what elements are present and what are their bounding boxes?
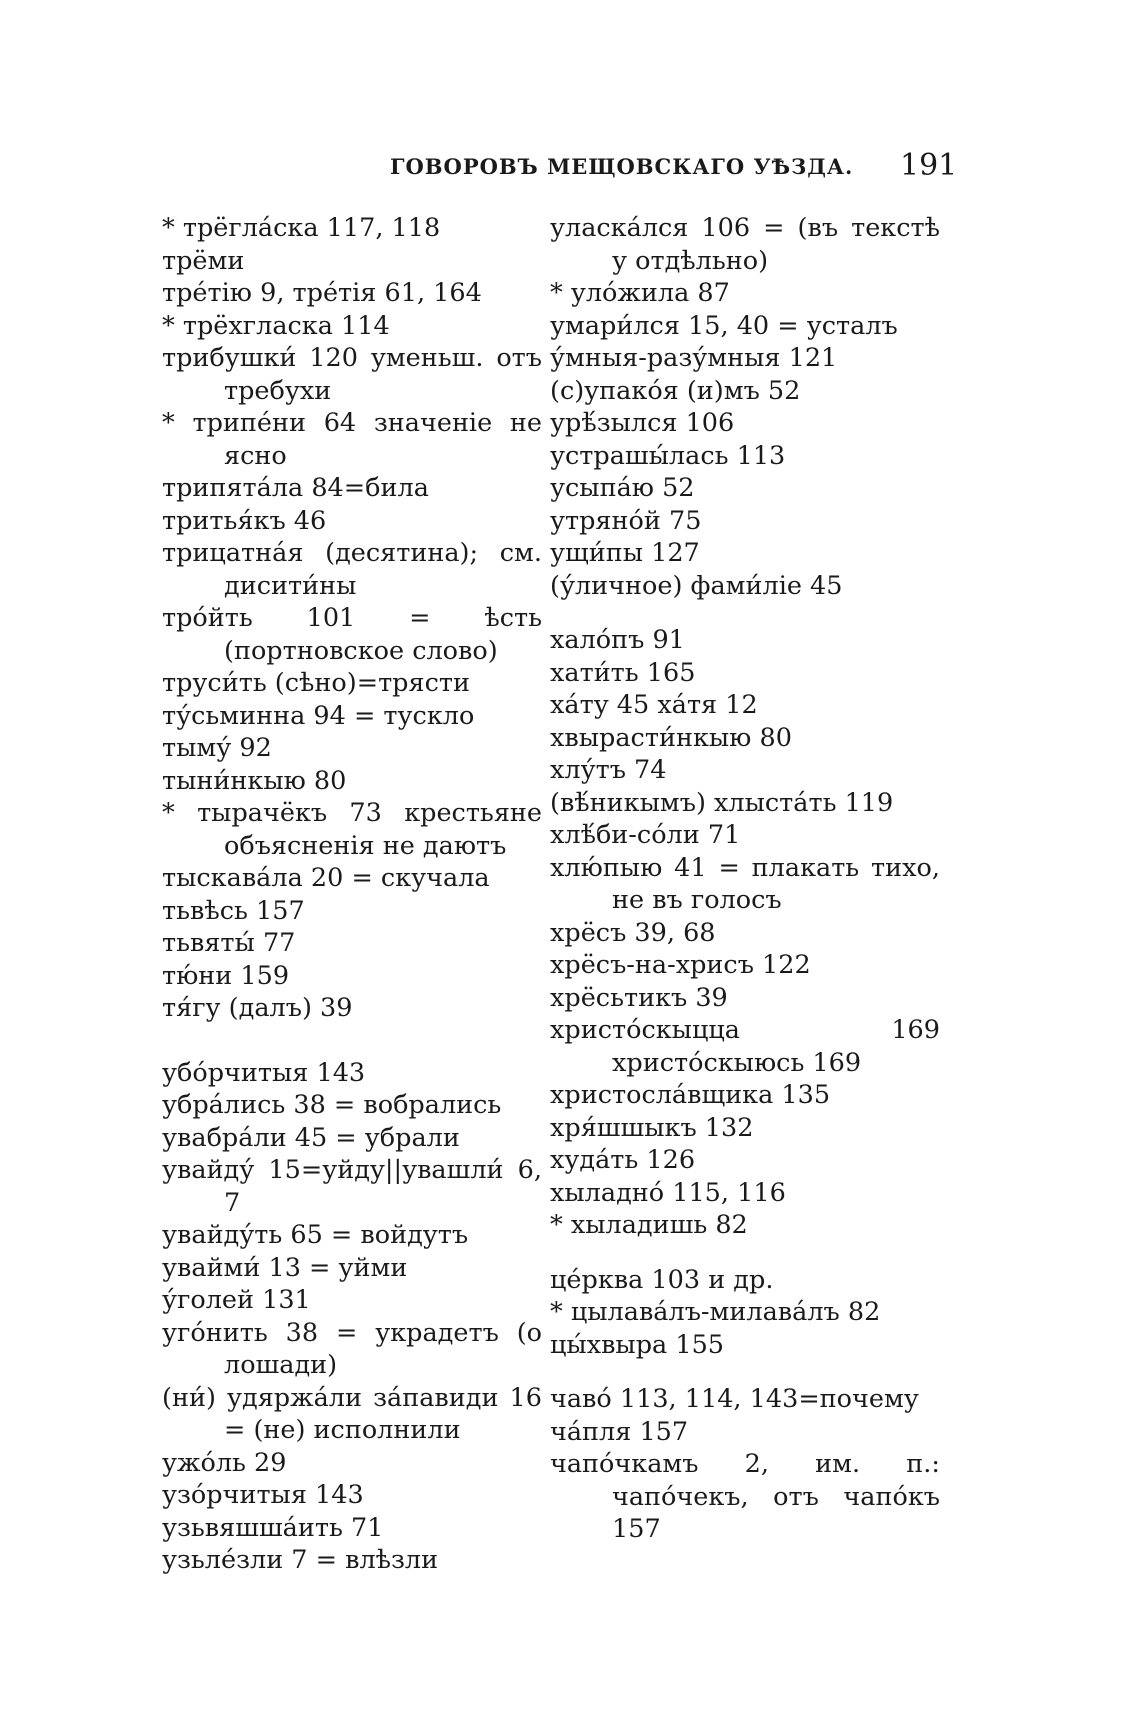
index-entry: у́мныя-разу́мныя 121: [550, 343, 838, 373]
index-entry: ужо́ль 29: [162, 1447, 287, 1478]
index-entry: тыскава́ла 20 = скучала: [162, 863, 490, 893]
index-entry: хрёсъ 39, 68: [550, 917, 716, 948]
index-entry: тя́гу (далъ) 39: [162, 993, 353, 1023]
index-entry: хало́пъ 91: [550, 625, 685, 655]
page-header: [0, 148, 1140, 188]
index-entry: тю́ни 159: [162, 960, 290, 991]
index-entry: христо́скыцца 169 христо́скыюсь 169: [550, 1015, 940, 1078]
index-entry: тьвяты́ 77: [162, 928, 296, 958]
index-entry: ча́пля 157: [550, 1416, 689, 1447]
section-gap: [162, 1025, 542, 1057]
page-number: 191: [900, 148, 958, 183]
index-entry: хлю́пыю 41 = плакать тихо, не въ голосъ: [550, 852, 940, 915]
index-entry: умари́лся 15, 40 = усталъ: [550, 310, 898, 341]
index-entry: трёми: [162, 245, 245, 276]
index-entry: ха́ту 45 ха́тя 12: [550, 690, 758, 720]
index-entry: узьвяшша́ить 71: [162, 1512, 384, 1543]
section-gap: [550, 1242, 940, 1264]
left-column: [162, 212, 542, 1577]
index-entry: тро́йть 101 = ѣсть (портновское слово): [162, 603, 542, 666]
index-entry: * тырачёкъ 73 крестьяне объясненiя не даютъ: [162, 798, 542, 861]
index-entry: * трёхгласка 114: [162, 310, 390, 341]
index-entry: (у́личное) фами́лiе 45: [550, 570, 843, 601]
right-column: [550, 212, 940, 1546]
index-entry: * трипéни 64 значенiе не ясно: [162, 408, 542, 471]
index-entry: узо́рчитыя 143: [162, 1480, 364, 1510]
index-entry: тыни́нкыю 80: [162, 765, 347, 796]
index-entry: у́голей 131: [162, 1285, 311, 1315]
index-entry: хрёсъ-на-хрисъ 122: [550, 950, 811, 980]
index-entry: увабра́ли 45 = убрали: [162, 1122, 460, 1153]
index-entry: тыму́ 92: [162, 733, 272, 763]
index-entry: хрёсьтикъ 39: [550, 982, 728, 1013]
index-entry: цéрква 103 и др.: [550, 1264, 774, 1295]
index-entry: христосла́вщика 135: [550, 1080, 831, 1110]
index-entry: труси́ть (сѣно)=трясти: [162, 668, 470, 698]
index-entry: уго́нить 38 = украдетъ (о лошади): [162, 1317, 542, 1380]
index-entry: хвырасти́нкыю 80: [550, 722, 792, 753]
index-entry: (вѣ́никымъ) хлыста́ть 119: [550, 787, 894, 818]
index-entry: худа́ть 126: [550, 1145, 696, 1175]
index-entry: (с)упако́я (и)мъ 52: [550, 375, 801, 406]
index-entry: тритья́къ 46: [162, 505, 327, 536]
index-entry: устрашы́лась 113: [550, 440, 786, 471]
section-gap: [550, 1361, 940, 1383]
index-entry: трибушки́ 120 уменьш. отъ требухи: [162, 343, 542, 406]
index-entry: утряно́й 75: [550, 505, 702, 536]
index-entry: * трёгла́ска 117, 118: [162, 213, 441, 243]
index-entry: увайми́ 13 = уйми: [162, 1252, 408, 1283]
index-entry: увайду́ть 65 = войдутъ: [162, 1220, 469, 1250]
index-entry: * хыладишь 82: [550, 1210, 748, 1240]
index-entry: тьвѣсь 157: [162, 895, 305, 926]
index-entry: узьлéзли 7 = влѣзли: [162, 1545, 439, 1575]
index-entry: * цылава́лъ-милава́лъ 82: [550, 1297, 881, 1327]
index-entry: (ни́) удяржа́ли за́павиди 16 = (не) исполнили: [162, 1382, 542, 1445]
index-entry: чапо́чкамъ 2, им. п.: чапо́чекъ, отъ чапо́къ 157: [550, 1449, 940, 1544]
index-entry: трипята́ла 84=била: [162, 473, 429, 503]
index-entry: чаво́ 113, 114, 143=почему: [550, 1384, 919, 1414]
index-entry: ту́сьминна 94 = тускло: [162, 700, 475, 731]
section-gap: [550, 602, 940, 624]
index-entry: уласка́лся 106 = (въ текстѣ у отдѣльно): [550, 213, 940, 276]
index-entry: трéтiю 9, трéтiя 61, 164: [162, 278, 482, 308]
index-entry: * уло́жила 87: [550, 278, 730, 308]
index-entry: увайду́ 15=уйду||увашли́ 6, 7: [162, 1155, 542, 1218]
index-entry: хати́ть 165: [550, 657, 696, 688]
index-entry: урѣ́зылся 106: [550, 408, 735, 438]
index-entry: ущи́пы 127: [550, 538, 700, 568]
index-entry: хря́шшыкъ 132: [550, 1112, 754, 1143]
index-entry: хлѣ́би-со́ли 71: [550, 820, 741, 850]
index-entry: усыпа́ю 52: [550, 473, 695, 503]
running-head: ГОВОРОВЪ МЕЩОВСКАГО УѢЗДА.: [390, 154, 854, 179]
index-entry: трицатна́я (десятина); см. дисити́ны: [162, 538, 542, 601]
index-entry: хыладно́ 115, 116: [550, 1177, 786, 1208]
index-entry: убра́лись 38 = вобрались: [162, 1090, 502, 1120]
index-entry: цы́хвыра 155: [550, 1329, 725, 1360]
index-entry: убо́рчитыя 143: [162, 1057, 366, 1088]
index-entry: хлу́тъ 74: [550, 755, 667, 785]
